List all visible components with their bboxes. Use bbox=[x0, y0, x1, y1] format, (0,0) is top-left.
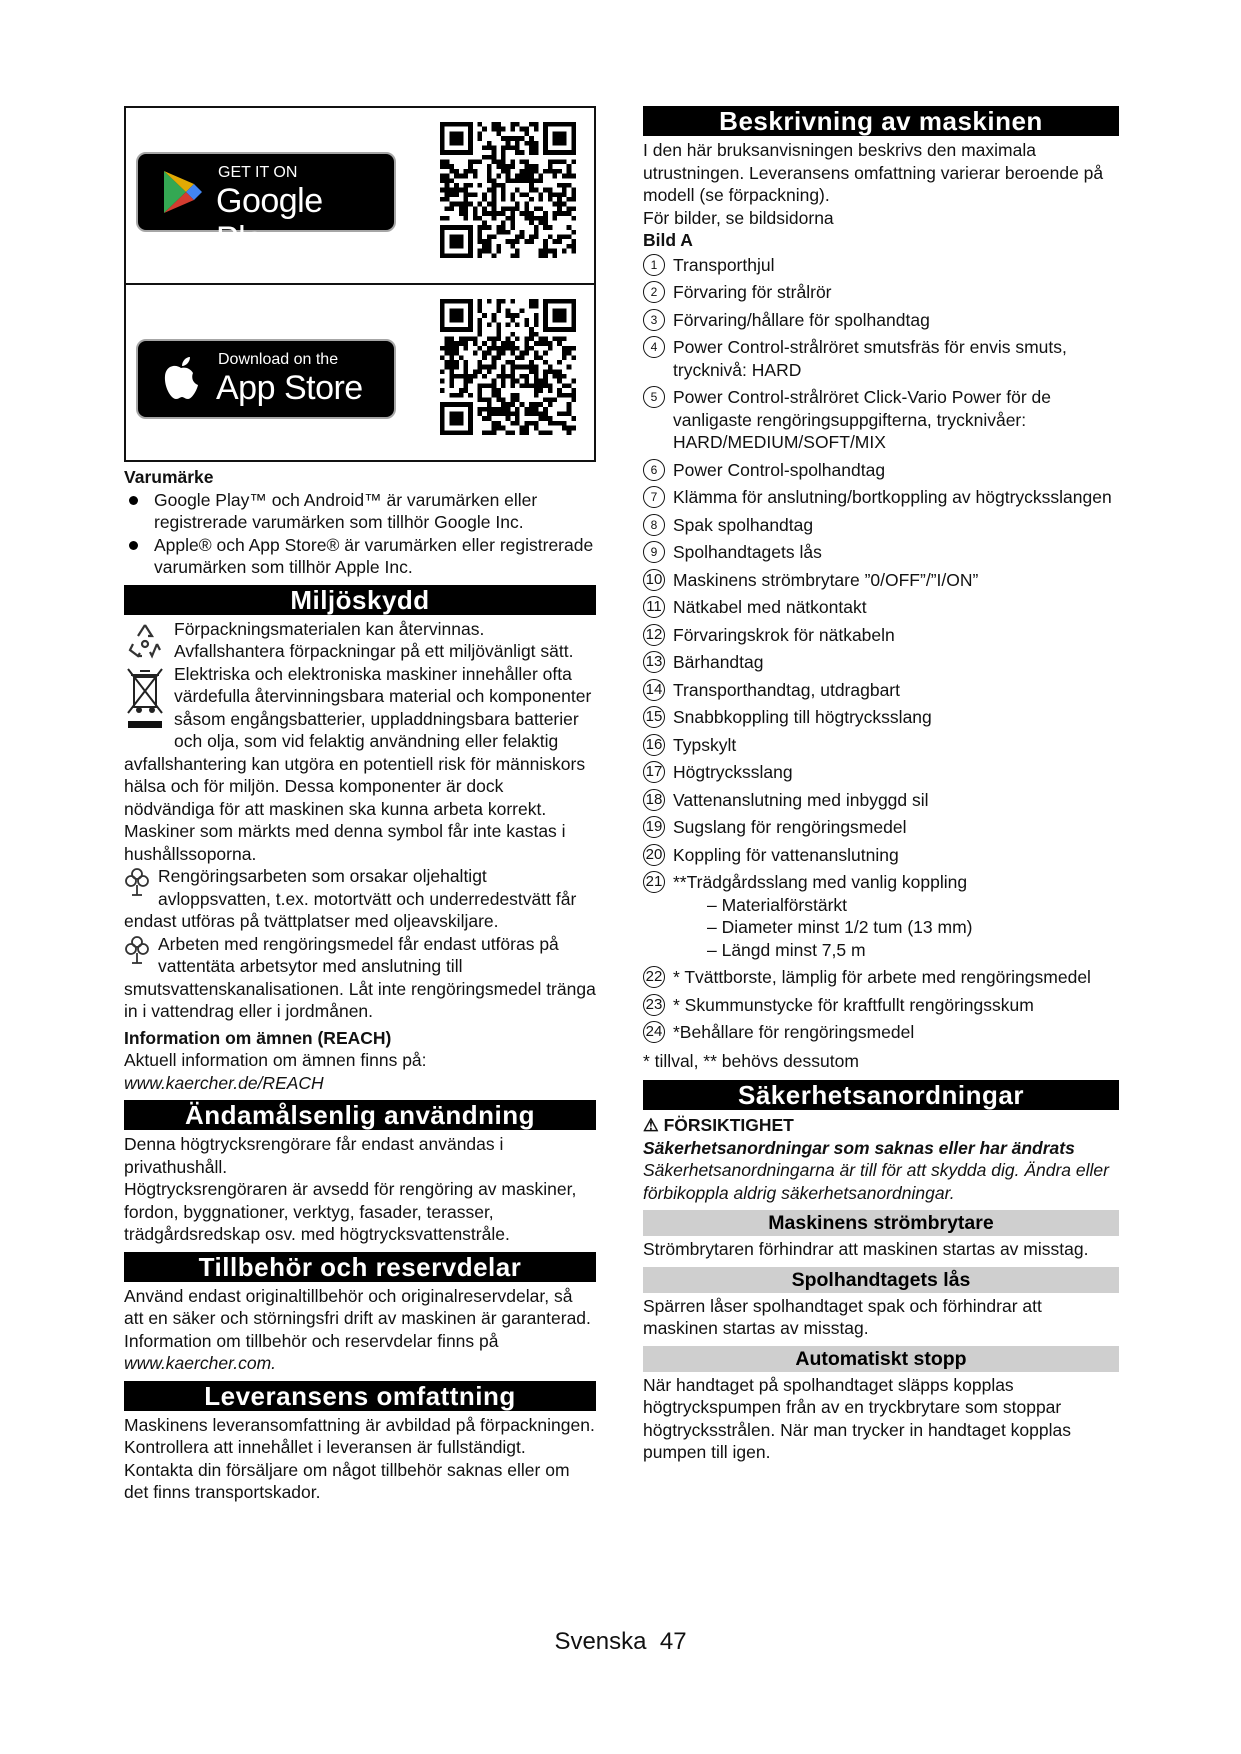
accessories-text-1: Använd endast originaltillbehör och originalreservdelar, så att en säker och störningsfri drift av maskinen är garanterad. bbox=[124, 1285, 591, 1328]
component-item-text: Power Control-spolhandtag bbox=[673, 459, 886, 480]
reach-text: Aktuell information om ämnen finns på: bbox=[124, 1050, 427, 1070]
water-protection-icon bbox=[124, 867, 150, 897]
component-item-text: * Skummunstycke för kraftfullt rengöringsskum bbox=[673, 994, 1034, 1015]
component-item-text: Maskinens strömbrytare ”0/OFF”/”I/ON” bbox=[673, 569, 979, 590]
item-number-badge: 4 bbox=[643, 336, 665, 358]
component-item bbox=[643, 789, 1119, 812]
component-item bbox=[643, 1021, 1119, 1044]
description-text-2: För bilder, se bildsidorna bbox=[643, 207, 834, 228]
item-number-badge: 18 bbox=[643, 789, 665, 811]
app-store-small-text: Download on the bbox=[218, 351, 339, 368]
recycle-paragraph bbox=[124, 618, 596, 663]
intended-use-text-2: Högtrycksrengöraren är avsedd för rengöring av maskiner, fordon, byggnationer, verktyg, fasader, terasser, trädgårdsredskap osv. med högtrycksvattenstråle. bbox=[124, 1179, 577, 1244]
component-item bbox=[643, 706, 1119, 729]
main-switch-text: Strömbrytaren förhindrar att maskinen startas av misstag. bbox=[643, 1239, 1089, 1259]
item-number-badge: 3 bbox=[643, 309, 665, 331]
component-item bbox=[643, 486, 1119, 509]
component-item-text: Spak spolhandtag bbox=[673, 514, 814, 535]
component-item-text: **Trädgårdsslang med vanlig koppling bbox=[673, 872, 968, 892]
component-item bbox=[643, 871, 1119, 961]
delivery-text: Maskinens leveransomfattning är avbildad på förpackningen. Kontrollera att innehållet i leveransen är fullständigt. Kontakta din försäljare om något tillbehör saknas eller om det finns transportskador. bbox=[124, 1414, 595, 1502]
item-number-badge: 19 bbox=[643, 816, 665, 838]
trademark-heading: Varumärke bbox=[124, 467, 214, 487]
trademark-item-text: Google Play™ och Android™ är varumärken eller registrerade varumärken som tillhör Google Inc. bbox=[154, 489, 538, 532]
safety-warning-heading: Säkerhetsanordningar som saknas eller har ändrats bbox=[643, 1137, 1075, 1158]
component-item-text: Bärhandtag bbox=[673, 652, 764, 672]
component-item bbox=[643, 281, 1119, 304]
item-number-badge: 1 bbox=[643, 254, 665, 276]
component-item-text: Högtrycksslang bbox=[673, 762, 793, 782]
page-footer bbox=[0, 1628, 1241, 1656]
footer-language: Svenska bbox=[554, 1628, 647, 1655]
item-number-badge: 8 bbox=[643, 514, 665, 536]
reach-paragraph bbox=[124, 1049, 596, 1094]
trigger-lock-text: Spärren låser spolhandtaget spak och förhindrar att maskinen startas av misstag. bbox=[643, 1295, 1042, 1338]
component-subitem-text: – Materialförstärkt bbox=[707, 894, 848, 915]
caution-label bbox=[643, 1114, 1119, 1137]
figure-label: Bild A bbox=[643, 230, 693, 250]
section-heading-intended-use: Ändamålsenlig användning bbox=[124, 1100, 596, 1130]
component-item bbox=[643, 596, 1119, 619]
item-number-badge: 12 bbox=[643, 624, 665, 646]
component-subitem-text: – Längd minst 7,5 m bbox=[707, 939, 866, 960]
description-text-1: I den här bruksanvisningen beskrivs den maximala utrustningen. Leveransens omfattning varierar beroende på modell (se förpackning). bbox=[643, 140, 1104, 205]
component-item bbox=[643, 734, 1119, 757]
component-item-text: Nätkabel med nätkontakt bbox=[673, 597, 867, 617]
environment-text-1: Förpackningsmaterialen kan återvinnas. Avfallshantera förpackningar på ett miljövänligt sätt. bbox=[174, 618, 574, 661]
component-item bbox=[643, 994, 1119, 1017]
trademark-list bbox=[124, 489, 596, 579]
accessories-link[interactable]: www.kaercher.com. bbox=[124, 1353, 277, 1373]
item-number-badge: 24 bbox=[643, 1021, 665, 1043]
google-play-badge[interactable] bbox=[136, 152, 396, 258]
item-number-badge: 14 bbox=[643, 679, 665, 701]
component-item-text: Power Control-strålröret smutsfräs för envis smuts, trycknivå: HARD bbox=[673, 337, 1067, 380]
recycle-icon bbox=[124, 620, 166, 662]
section-heading-safety: Säkerhetsanordningar bbox=[643, 1080, 1119, 1110]
component-item bbox=[643, 336, 1119, 381]
component-item bbox=[643, 459, 1119, 482]
reach-link[interactable]: www.kaercher.de/REACH bbox=[124, 1072, 324, 1093]
right-column bbox=[643, 106, 1119, 1464]
water-protection-icon bbox=[124, 935, 150, 965]
environment-text-2: Elektriska och elektroniska maskiner innehåller ofta värdefulla återvinningsbara material och komponenter såsom engångsbatterier, uppladdningsbara batterier och olja, som vid felaktig användning eller felaktig avfallshantering kan utgöra en potentiell risk för människors hälsa och för miljön. Dessa komponenter är dock nödvändiga för att maskinen ska kunna arbeta korrekt. Maskiner som märkts med denna symbol får inte kastas i hushållssoporna. bbox=[124, 663, 592, 864]
environment-text-4: Arbeten med rengöringsmedel får endast utföras på vattentäta arbetsytor med anslutning till smutsvattenskanalisationen. Låt inte rengöringsmedel tränga in i vattendrag eller i jordmånen. bbox=[124, 933, 596, 1021]
item-number-badge: 7 bbox=[643, 486, 665, 508]
app-store-qr-code[interactable] bbox=[440, 299, 576, 435]
component-item-text: Klämma för anslutning/bortkoppling av högtrycksslangen bbox=[673, 487, 1112, 507]
bullet-icon bbox=[129, 541, 138, 550]
component-item-text: Koppling för vattenanslutning bbox=[673, 844, 899, 865]
component-item-text: Power Control-strålröret Click-Vario Power för de vanligaste rengöringsuppgifterna, trycknivåer: HARD/MEDIUM/SOFT/MIX bbox=[673, 387, 1051, 452]
section-heading-description: Beskrivning av maskinen bbox=[643, 106, 1119, 136]
component-item bbox=[643, 386, 1119, 454]
component-item-text: Sugslang för rengöringsmedel bbox=[673, 817, 907, 837]
auto-stop-text: När handtaget på spolhandtaget släpps kopplas högtryckspumpen från av en tryckbrytare som stoppar högtrycksstrålen. När man trycker in handtaget kopplas pumpen till igen. bbox=[643, 1374, 1071, 1462]
google-play-small-text: GET IT ON bbox=[218, 164, 298, 181]
detergent-paragraph bbox=[124, 933, 596, 1023]
component-item bbox=[643, 679, 1119, 702]
app-store-badge[interactable] bbox=[136, 339, 396, 419]
component-item bbox=[643, 541, 1119, 564]
item-number-badge: 5 bbox=[643, 386, 665, 408]
environment-text-3: Rengöringsarbeten som orsakar oljehaltigt avloppsvatten, t.ex. motortvätt och underredestvätt får endast utföras på tvättplatser med oljeavskiljare. bbox=[124, 866, 577, 931]
trademark-item-text: Apple® och App Store® är varumärken eller registrerade varumärken som tillhör Apple Inc. bbox=[154, 534, 594, 577]
section-heading-delivery: Leveransens omfattning bbox=[124, 1381, 596, 1411]
trademark-item bbox=[124, 489, 596, 534]
reach-heading: Information om ämnen (REACH) bbox=[124, 1027, 392, 1048]
item-number-badge: 16 bbox=[643, 734, 665, 756]
apple-icon bbox=[156, 354, 206, 404]
component-item-text: Transporthandtag, utdragbart bbox=[673, 679, 900, 700]
google-play-icon bbox=[156, 167, 206, 217]
google-play-row bbox=[126, 108, 594, 285]
component-item-text: Förvaringskrok för nätkabeln bbox=[673, 624, 895, 645]
item-number-badge: 2 bbox=[643, 281, 665, 303]
component-item-text: Spolhandtagets lås bbox=[673, 542, 822, 562]
trademark-item bbox=[124, 534, 596, 579]
component-item-text: Typskylt bbox=[673, 734, 737, 755]
google-play-qr-code[interactable] bbox=[440, 122, 576, 258]
component-item-text: Vattenanslutning med inbyggd sil bbox=[673, 789, 929, 810]
item-number-badge: 20 bbox=[643, 844, 665, 866]
oil-water-paragraph bbox=[124, 865, 596, 933]
component-item bbox=[643, 309, 1119, 332]
left-column bbox=[124, 106, 596, 1504]
app-store-badges bbox=[124, 106, 596, 462]
item-number-badge: 17 bbox=[643, 761, 665, 783]
component-item-text: Förvaring för strålrör bbox=[673, 282, 832, 302]
google-play-big-text: Google Play bbox=[216, 182, 323, 258]
component-item-text: Transporthjul bbox=[673, 254, 775, 275]
component-item bbox=[643, 816, 1119, 839]
page-number: 47 bbox=[659, 1628, 687, 1655]
warning-icon: ⚠ bbox=[643, 1115, 659, 1135]
item-number-badge: 9 bbox=[643, 541, 665, 563]
item-number-badge: 6 bbox=[643, 459, 665, 481]
component-subitem-text: – Diameter minst 1/2 tum (13 mm) bbox=[707, 917, 973, 937]
item-number-badge: 15 bbox=[643, 706, 665, 728]
component-item bbox=[643, 624, 1119, 647]
component-item bbox=[643, 651, 1119, 674]
component-item bbox=[643, 254, 1119, 277]
app-store-big-text: App Store bbox=[216, 369, 363, 407]
component-item bbox=[643, 569, 1119, 592]
subheading-trigger-lock: Spolhandtagets lås bbox=[643, 1267, 1119, 1293]
weee-paragraph bbox=[124, 663, 596, 866]
item-number-badge: 21 bbox=[643, 871, 665, 893]
item-number-badge: 11 bbox=[643, 596, 665, 618]
intended-use-text-1: Denna högtrycksrengörare får endast användas i privathushåll. bbox=[124, 1134, 504, 1177]
component-item bbox=[643, 514, 1119, 537]
item-number-badge: 22 bbox=[643, 966, 665, 988]
app-store-row bbox=[126, 285, 594, 460]
item-number-badge: 10 bbox=[643, 569, 665, 591]
component-item-text: *Behållare för rengöringsmedel bbox=[673, 1022, 915, 1042]
component-item-text: Förvaring/hållare för spolhandtag bbox=[673, 309, 930, 330]
subheading-auto-stop: Automatiskt stopp bbox=[643, 1346, 1119, 1372]
crossed-bin-icon bbox=[124, 665, 166, 731]
component-item bbox=[643, 844, 1119, 867]
item-number-badge: 23 bbox=[643, 994, 665, 1016]
bullet-icon bbox=[129, 496, 138, 505]
component-list bbox=[643, 254, 1119, 1044]
subheading-main-switch: Maskinens strömbrytare bbox=[643, 1210, 1119, 1236]
section-heading-environment: Miljöskydd bbox=[124, 585, 596, 615]
section-heading-accessories: Tillbehör och reservdelar bbox=[124, 1252, 596, 1282]
accessories-text-2: Information om tillbehör och reservdelar finns på bbox=[124, 1330, 499, 1351]
safety-warning-text: Säkerhetsanordningarna är till för att skydda dig. Ändra eller förbikoppla aldrig säkerhetsanordningar. bbox=[643, 1160, 1109, 1203]
caution-text: FÖRSIKTIGHET bbox=[663, 1115, 794, 1135]
item-number-badge: 13 bbox=[643, 651, 665, 673]
component-item-text: Snabbkoppling till högtrycksslang bbox=[673, 707, 932, 727]
component-item-text: * Tvättborste, lämplig för arbete med rengöringsmedel bbox=[673, 967, 1091, 987]
component-item bbox=[643, 966, 1119, 989]
footnote: * tillval, ** behövs dessutom bbox=[643, 1050, 859, 1071]
component-item bbox=[643, 761, 1119, 784]
